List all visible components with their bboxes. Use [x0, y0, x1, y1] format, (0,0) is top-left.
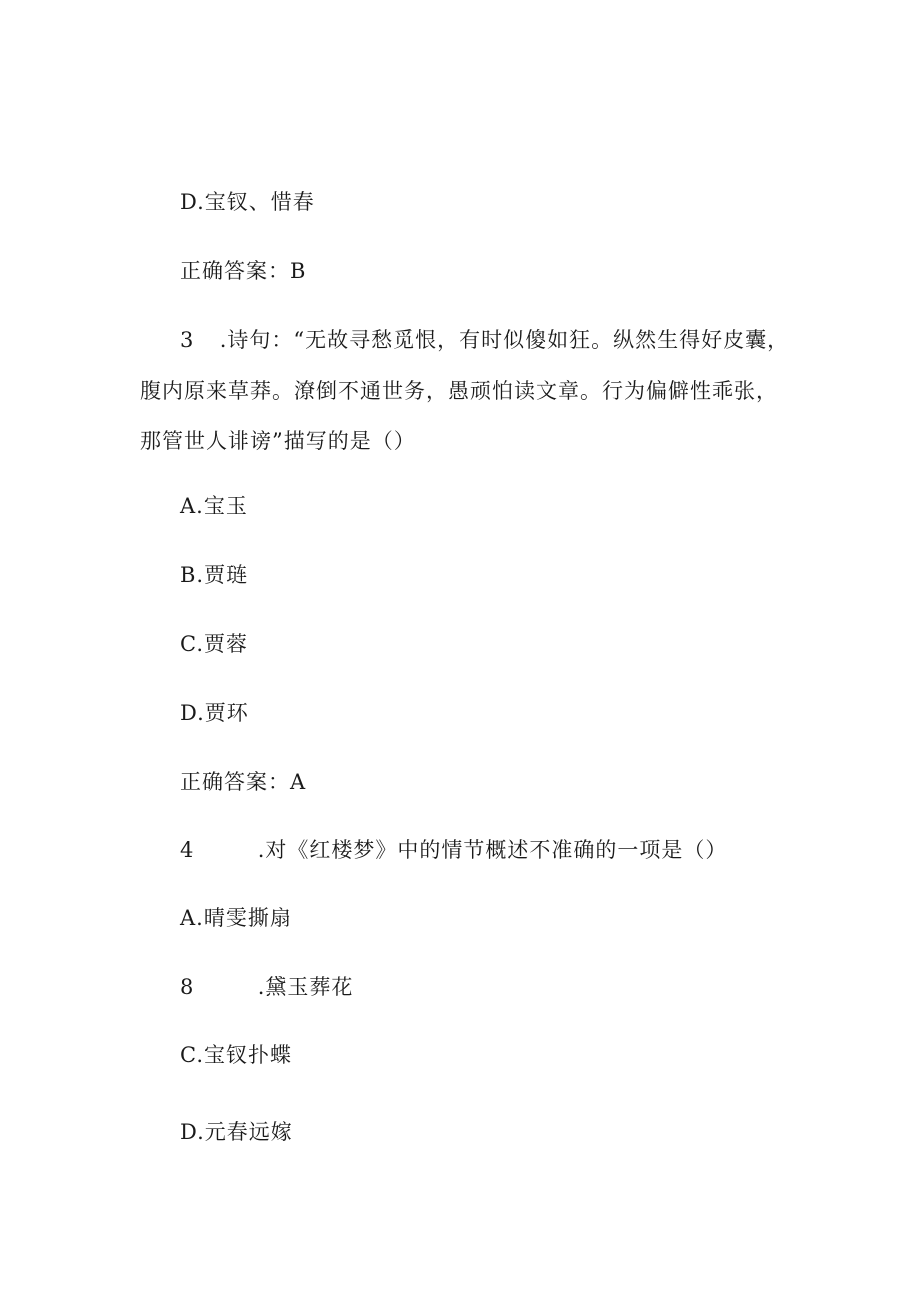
- q2-answer: 正确答案：B: [180, 259, 307, 283]
- q4-stem: [180, 835, 727, 865]
- q4-stem-text: .对《红楼梦》中的情节概述不准确的一项是（）: [257, 838, 728, 862]
- q3-answer: 正确答案：A: [180, 770, 307, 794]
- q4-option-b: [180, 972, 353, 1002]
- q3-stem-line1: [180, 325, 789, 355]
- q3-option-d: D.贾环: [180, 701, 249, 725]
- q4-option-b-number: 8: [180, 975, 195, 999]
- q4-option-a: A.晴雯撕扇: [180, 906, 292, 930]
- q3-stem-text: .诗句：“无故寻愁觅恨，有时似傻如狂。纵然生得好皮囊，: [219, 328, 790, 352]
- q3-stem-line2: 腹内原来草莽。潦倒不通世务，愚顽怕读文章。行为偏僻性乖张，: [140, 379, 778, 403]
- q4-number: 4: [180, 838, 195, 862]
- q3-number: 3: [180, 328, 195, 352]
- q3-option-b: B.贾琏: [180, 563, 249, 587]
- q3-stem-line3: 那管世人诽谤”描写的是（）: [140, 429, 416, 453]
- q4-option-c: C.宝钗扑蝶: [180, 1043, 292, 1067]
- q2-option-d: D.宝钗、惜春: [180, 190, 315, 214]
- q4-option-d: D.元春远嫁: [180, 1120, 293, 1144]
- q4-option-b-text: .黛玉葬花: [257, 975, 354, 999]
- q3-option-c: C.贾蓉: [180, 632, 248, 656]
- q3-option-a: A.宝玉: [180, 494, 248, 518]
